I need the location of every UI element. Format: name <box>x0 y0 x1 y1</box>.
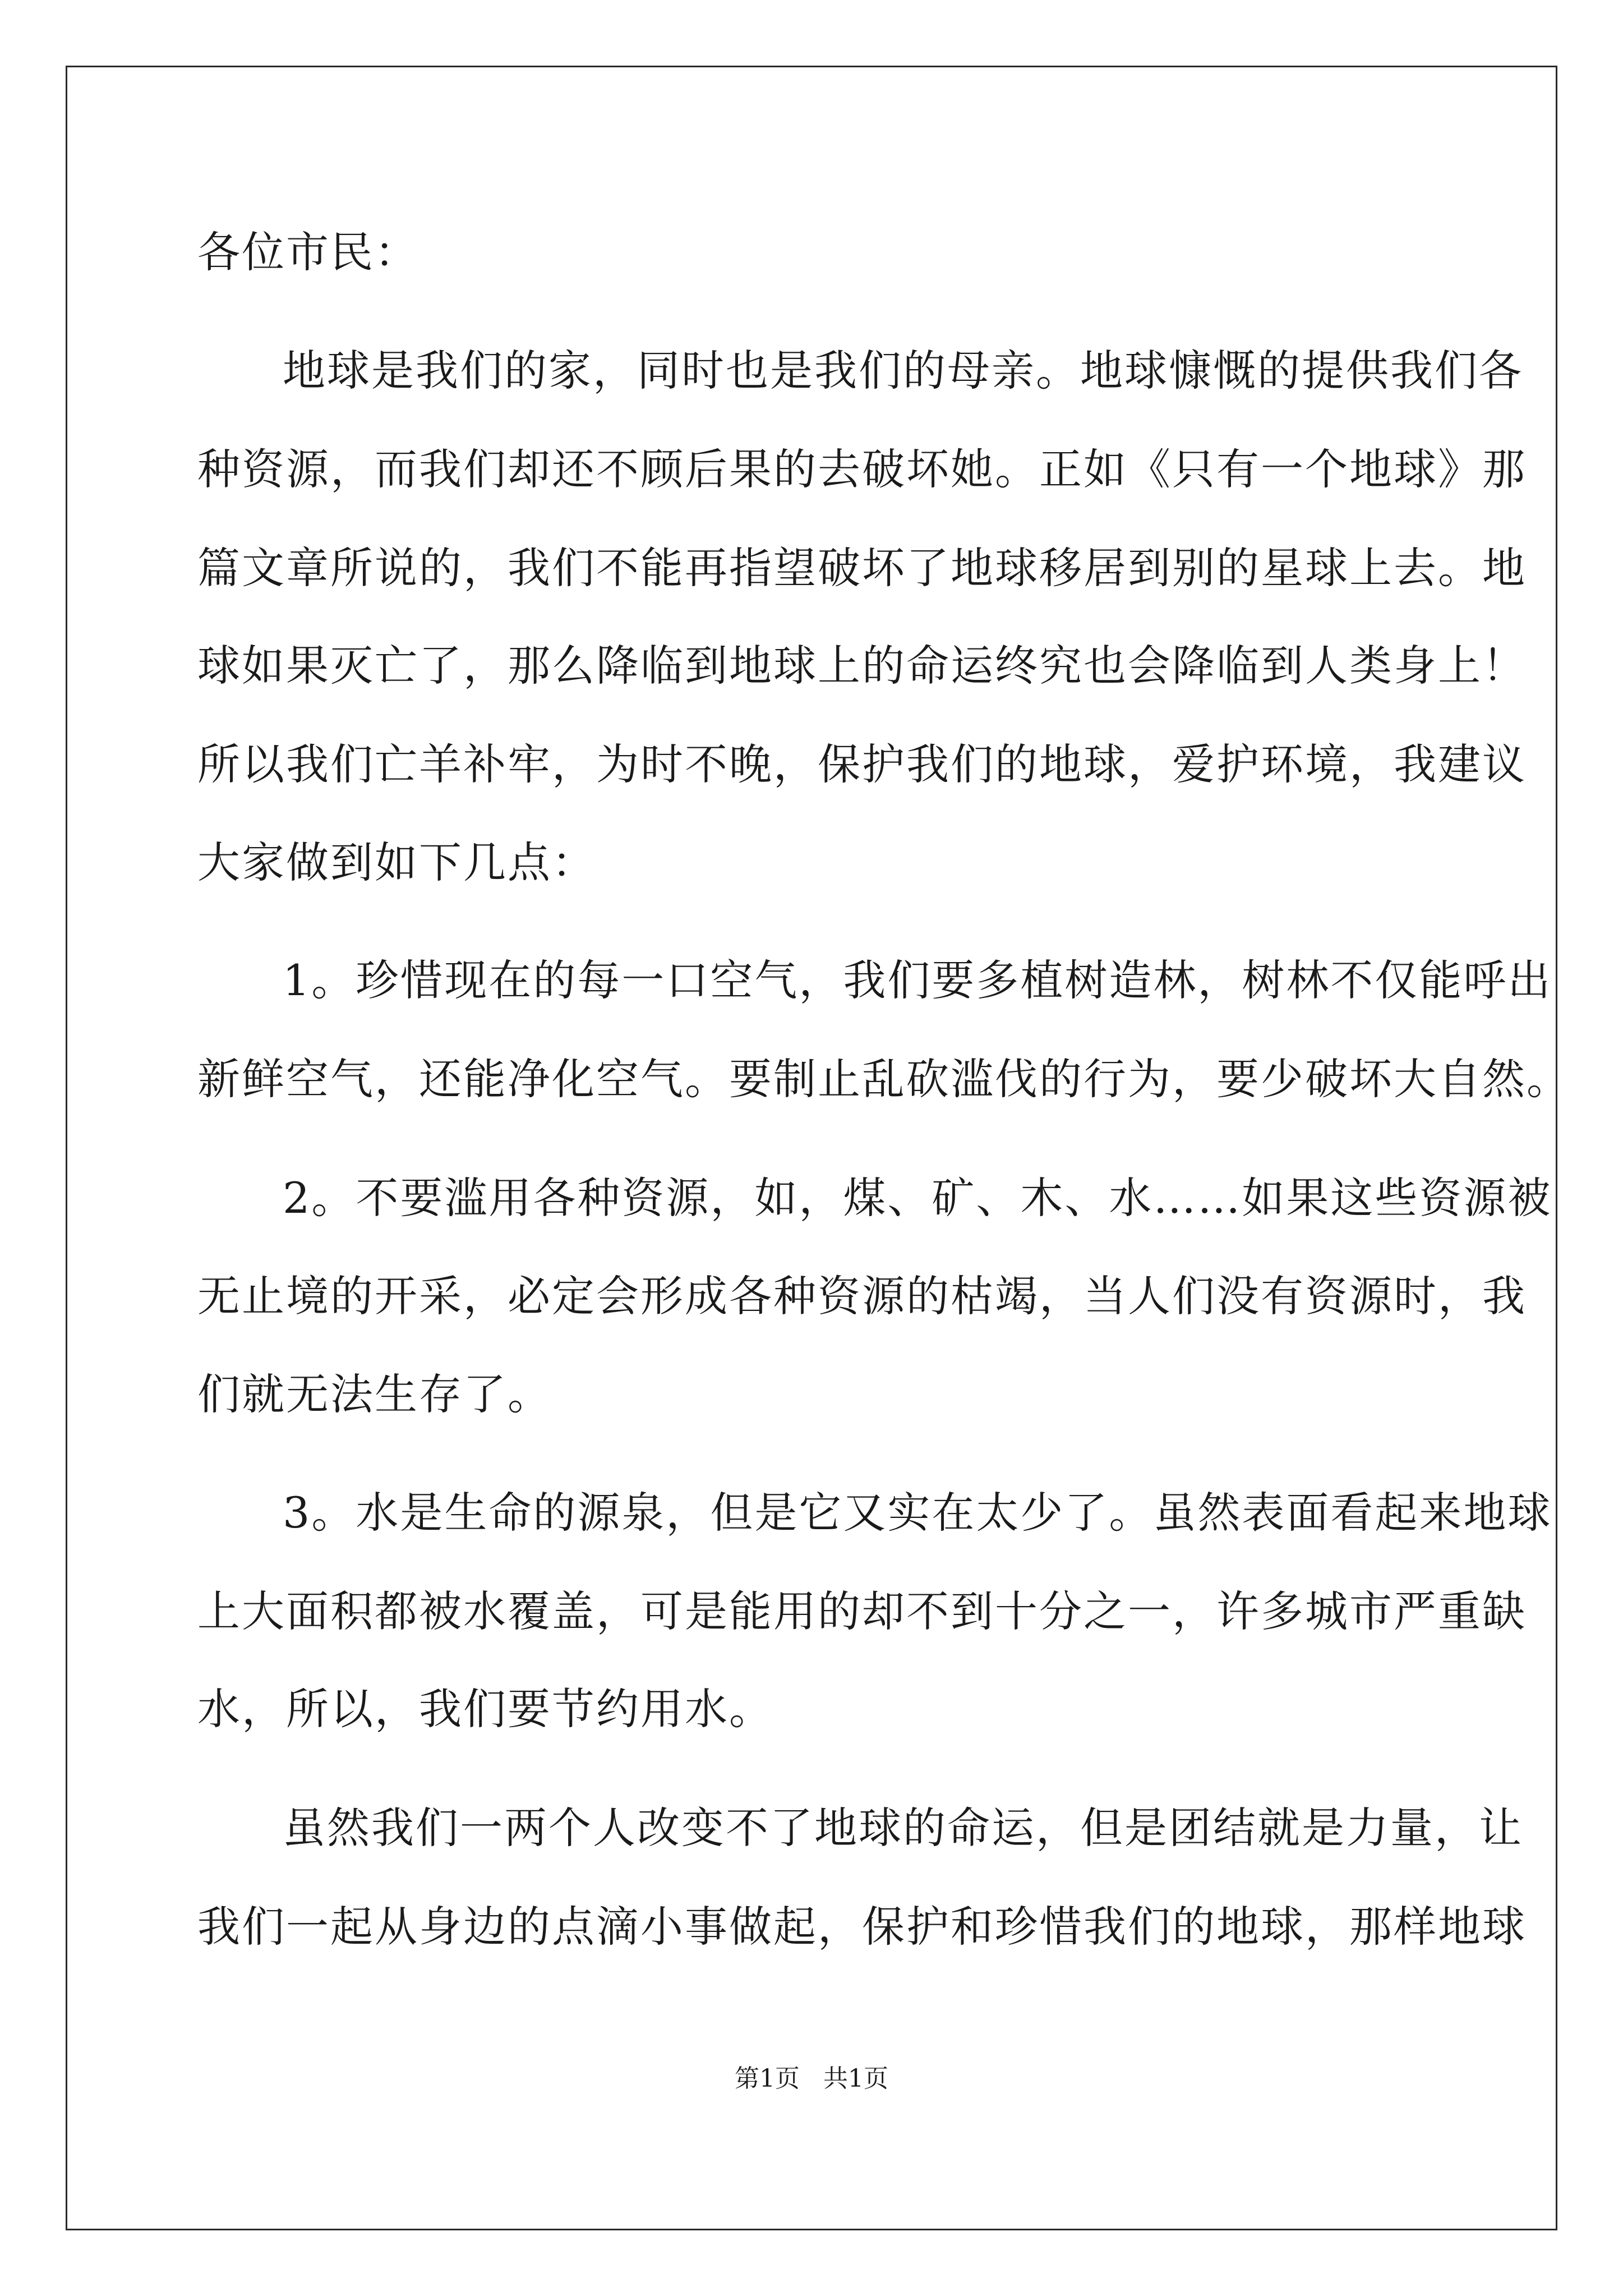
paragraph-line: 我们一起从身边的点滴小事做起，保护和珍惜我们的地球，那样地球 <box>197 1902 1527 1952</box>
paragraph-line: 种资源，而我们却还不顾后果的去破坏她。正如《只有一个地球》那 <box>197 444 1527 494</box>
list-item-line: 3。水是生命的源泉，但是它又实在太少了。虽然表面看起来地球 <box>283 1488 1552 1538</box>
list-item-line: 1。珍惜现在的每一口空气，我们要多植树造林，树林不仅能呼出 <box>283 955 1552 1005</box>
paragraph-line: 球如果灭亡了，那么降临到地球上的命运终究也会降临到人类身上！ <box>197 641 1527 691</box>
paragraph-line: 所以我们亡羊补牢，为时不晚，保护我们的地球，爱护环境，我建议 <box>197 739 1527 789</box>
page-number-footer: 第1页 共1页 <box>735 2064 888 2093</box>
paragraph-line: 大家做到如下几点： <box>197 838 596 887</box>
list-item-line: 新鲜空气，还能净化空气。要制止乱砍滥伐的行为，要少破坏大自然。 <box>197 1054 1571 1104</box>
list-item-line: 无止境的开采，必定会形成各种资源的枯竭，当人们没有资源时，我 <box>197 1271 1527 1321</box>
paragraph-line: 虽然我们一两个人改变不了地球的命运，但是团结就是力量，让 <box>283 1803 1523 1853</box>
list-item-line: 2。不要滥用各种资源，如，煤、矿、木、水……如果这些资源被 <box>283 1173 1552 1223</box>
paragraph-line: 篇文章所说的，我们不能再指望破坏了地球移居到别的星球上去。地 <box>197 543 1527 593</box>
greeting-line: 各位市民： <box>197 227 419 277</box>
list-item-line: 们就无法生存了。 <box>197 1369 552 1419</box>
list-item-line: 水，所以，我们要节约用水。 <box>197 1684 773 1734</box>
list-item-line: 上大面积都被水覆盖，可是能用的却不到十分之一，许多城市严重缺 <box>197 1586 1527 1636</box>
paragraph-line: 地球是我们的家，同时也是我们的母亲。地球慷慨的提供我们各 <box>283 346 1523 395</box>
